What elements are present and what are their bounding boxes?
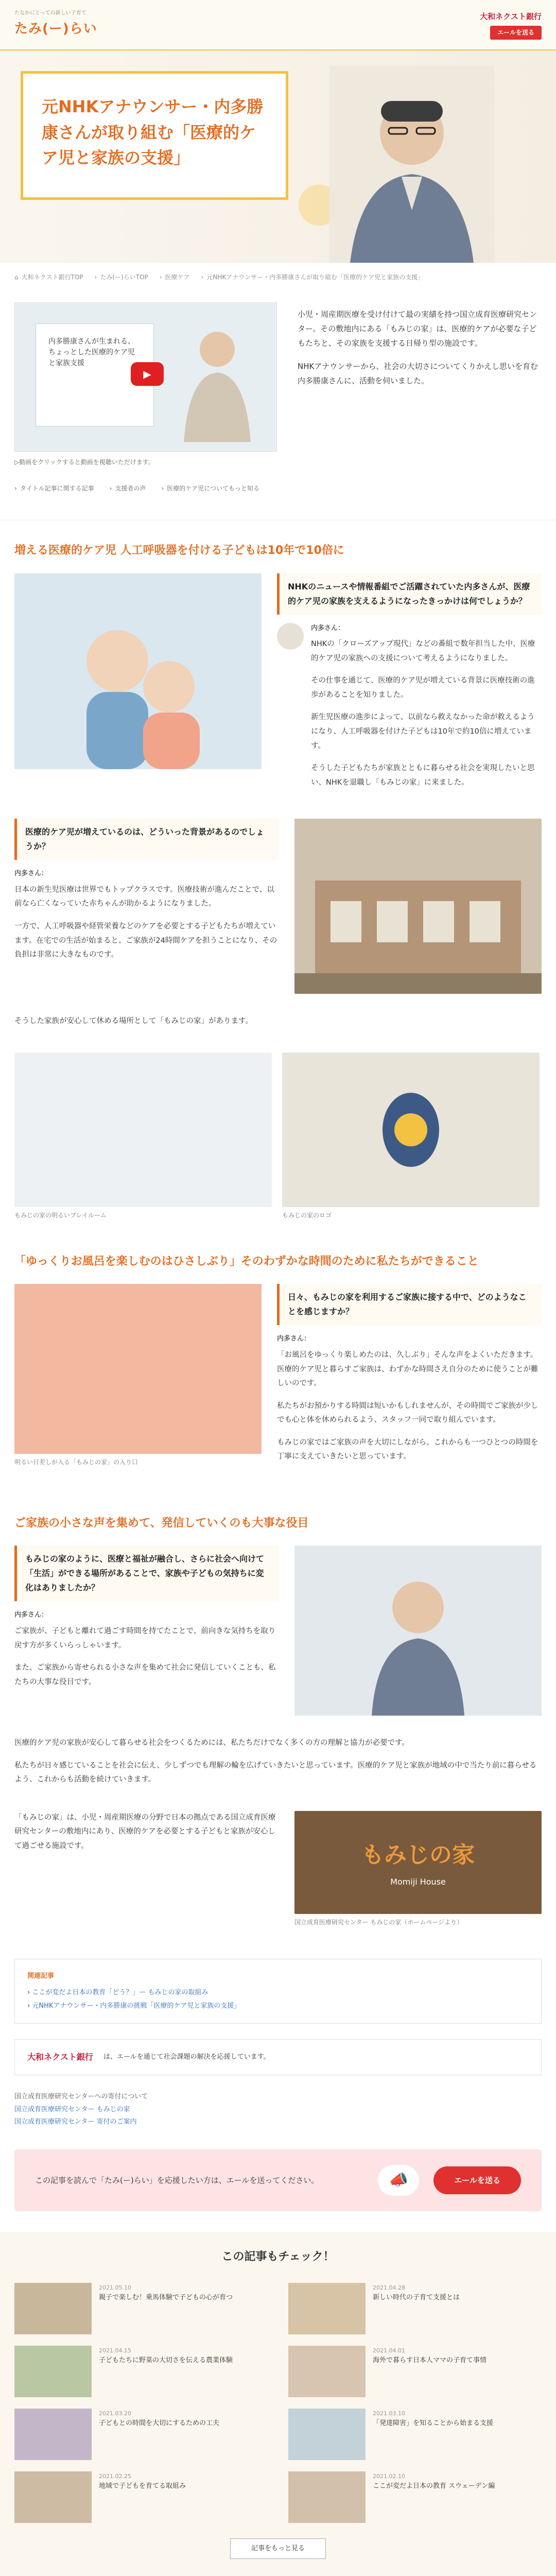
info-title: 関連記事 [27,1972,55,1980]
article-card[interactable] [288,2471,542,2523]
site-logo[interactable] [14,9,97,41]
building-illustration [294,819,542,994]
article-body [99,2471,186,2523]
answer-paragraph: 「お風呂をゆっくり楽しめたのは、久しぶり」そんな声をよくいただきます。医療的ケア児と暮らすご家族は、わずかな時間さえ自分のために使うことが難しいのです。 [277,1350,538,1388]
donation-title: 国立成育医療研究センターへの寄付について [14,2092,148,2100]
momiji-logo-text: もみじの家 [361,1842,475,1869]
logo-text: たみ(ー)らい [14,21,97,37]
article-card[interactable] [14,2346,268,2397]
sponsor-logo[interactable]: 大和ネクスト銀行 [480,12,542,22]
section-heading: ご家族の小さな声を集めて、発信していくのも大事な役目 [14,1516,309,1530]
related-link[interactable]: › タイトル記事に関する記事 [14,483,94,494]
speaker-body [311,623,542,799]
entrance-photo-wrap [14,1284,262,1472]
gallery-item [282,1053,540,1221]
mascot-icon [375,1089,447,1171]
question-box: もみじの家のように、医療と福祉が融合し、さらに社会へ向けて「生活」ができる場所があることで、家族や子どもの気持ちに変化はありましたか？ [14,1546,279,1601]
article-thumbnail [288,2471,366,2523]
article-title: 地域で子どもを育てる取組み [99,2482,186,2490]
article-date: 2021.03.10 [373,2410,405,2417]
header-yell-button[interactable]: エールを送る [490,26,542,40]
article-date: 2021.04.01 [373,2347,405,2354]
related-link[interactable]: › 支援者の声 [110,483,146,494]
articles-section [0,2232,556,2576]
portrait-illustration [294,1546,542,1716]
article-title: 「発達障害」を知ることから始まる支援 [373,2419,494,2427]
article-card[interactable] [288,2283,542,2334]
article-date: 2021.03.20 [99,2410,131,2417]
breadcrumb-item[interactable]: › たみ(ー)らいTOP [94,274,148,281]
children-illustration [14,573,262,769]
related-info-box [14,1959,542,2024]
info-link[interactable]: › 元NHKアナウンサー・内多勝康の挑戦「医療的ケア児と家族の支援」 [27,2002,241,2010]
article-card[interactable] [14,2471,268,2523]
article-card[interactable] [288,2346,542,2397]
photo-gallery [0,1053,556,1231]
qa-text-4 [14,1546,279,1716]
article-title: 新しい時代の子育て支援とは [373,2293,460,2301]
related-links [0,473,556,520]
more-articles-button[interactable]: 記事をもっと見る [230,2538,326,2560]
article-title: ここが変だよ日本の教育 スウェーデン編 [373,2482,495,2490]
yell-button[interactable]: エールを送る [433,2166,521,2194]
megaphone-icon: 📣 [378,2165,419,2196]
momiji-house-photo [294,1811,542,1914]
video-caption: ▷動画をクリックすると動画を視聴いただけます。 [14,459,154,466]
speaker [277,623,542,799]
video-block [14,302,277,468]
mission-block [0,1811,556,1948]
section4-wide [0,1736,556,1811]
article-thumbnail [14,2409,92,2460]
donation-note [0,2091,556,2139]
hero-portrait [329,66,494,263]
more-wrap [14,2538,542,2560]
building-photo [294,819,542,994]
article-thumbnail [288,2409,366,2460]
entrance-photo [14,1284,262,1454]
article-title: 子どもたちに野菜の大切さを伝える農業体験 [99,2356,233,2364]
speaker-name: 内多さん： [14,870,48,878]
article-body [99,2409,219,2460]
sponsor-bar-text: は、エールを通じて社会課題の解決を応援しています。 [103,2053,270,2061]
article-card[interactable] [14,2283,268,2334]
article-body [373,2283,460,2334]
section-heading: 「ゆっくりお風呂を楽しむのはひさしぶり」そのわずかな時間のために私たちができること [14,1255,479,1268]
article-body [99,2283,233,2334]
header-right [480,10,542,39]
question-box: NHKのニュースや情報番組でご活躍されていた内多さんが、医療的ケア児の家族を支えるようになったきっかけは何でしょうか？ [277,573,542,615]
video-portrait [179,318,256,442]
question-box: 医療的ケア児が増えているのは、どういった背景があるのでしょうか？ [14,819,279,860]
article-date: 2021.02.25 [99,2472,131,2480]
qa-block-2 [0,819,556,1014]
qa-block-1 [0,573,556,819]
qa-text-1 [277,573,542,799]
info-link-text[interactable]: 元NHKアナウンサー・内多勝康の挑戦「医療的ケア児と家族の支援」 [32,2002,241,2010]
mission-photo-wrap [294,1811,542,1928]
portrait-photo [294,1546,542,1716]
momiji-logo-sub: Momiji House [390,1877,446,1887]
speaker-name: 内多さん： [311,624,345,632]
children-photo [14,573,262,769]
article-date: 2021.05.10 [99,2284,131,2291]
breadcrumb [0,263,556,292]
hero [0,50,556,263]
answer-paragraph: また、ご家族から寄せられる小さな声を集めて社会に発信していくことも、私たちの大事な役目です。 [14,1664,276,1686]
article-body [99,2346,233,2397]
qa-block-4 [0,1546,556,1736]
section2-wide [0,1014,556,1053]
playroom-photo [14,1053,272,1207]
arrow-icon: › [161,485,164,492]
answer-paragraph: その仕事を通じて、医療的ケア児が増えている背景に医療技術の進歩があることを知りました。 [311,676,535,699]
play-icon[interactable]: ▶ [131,362,164,386]
intro [0,292,556,473]
articles-title: この記事もチェック！ [221,2250,335,2263]
info-link[interactable]: › ここが変だよ日本の教育「どう？」ー もみじの家の取組み [27,1988,208,1996]
article-thumbnail [14,2471,92,2523]
answer-paragraph: 私たちがお預かりする時間は短いかもしれませんが、その時間でご家族が少しでも心と体を休められるよう、スタッフ一同で取り組んでいます。 [277,1401,538,1425]
speaker-name: 内多さん： [14,1611,48,1619]
yell-box [14,2149,542,2211]
answer-paragraph: 私たちが日々感じていることを社会に伝え、少しずつでも理解の輪を広げていきたいと思っています。医療的ケア児と家族が地域の中で当たり前に暮らせるよう、これからも活動を続けていきます。 [14,1761,537,1784]
logo-tagline: たなかにとっての新しい子育て [14,10,86,16]
sponsor-bar-logo[interactable]: 大和ネクスト銀行 [27,2052,93,2062]
donation-link[interactable]: 国立成育医療研究センター 寄付のご案内 [14,2118,137,2126]
qa-block-3 [0,1284,556,1493]
video-board-title: 内多勝康さんが生まれる、ちょっとした医療的ケア児と家族支援 [48,337,135,367]
intro-paragraph: NHKアナウンサーから、社会の大切さについてくりかえし思いを育む内多勝康さんに、活動を伺いました。 [298,362,538,385]
answer-paragraph: 医療的ケア児の家族が安心して暮らせる社会をつくるためには、私たちだけでなく多くの方の理解と協力が必要です。 [14,1739,409,1748]
answer-paragraph: ご家族が、子どもと離れて過ごす時間を持てたことで、前向きな気持ちを取り戻す方が多くいらっしゃいます。 [14,1627,276,1650]
answer-paragraph: もみじの家ではご家族の声を大切にしながら、これからも一つひとつの時間を丁寧に支えていきたいと思っています。 [277,1438,538,1461]
section-heading: 増える医療的ケア児 人工呼吸器を付ける子どもは10年で10倍に [14,544,344,557]
mission-paragraph: 「もみじの家」は、小児・周産期医療の分野で日本の拠点である国立成育医療研究センターの敷地内にあり、医療的ケアを必要とする子どもと家族が安心して過ごせる施設です。 [14,1813,276,1851]
qa-text-3 [277,1284,542,1472]
donation-link[interactable]: 国立成育医療研究センター もみじの家 [14,2105,130,2113]
yell-text: この記事を読んで「たみ(ー)らい」を応援したい方は、エールを送ってください。 [35,2175,319,2185]
related-link[interactable]: › 医療的ケア児についてもっと知る [161,483,259,494]
photo-caption: 明るい日差しが入る「もみじの家」の入り口 [14,1459,138,1466]
article-date: 2021.04.15 [99,2347,131,2354]
breadcrumb-item: › 元NHKアナウンサー・内多勝康さんが取り組む「医療的ケア児と家族の支援」 [201,274,424,281]
article-thumbnail [14,2346,92,2397]
article-card[interactable] [288,2409,542,2460]
article-thumbnail [288,2283,366,2334]
page-title: 元NHKアナウンサー・内多勝康さんが取り組む「医療的ケア児と家族の支援」 [42,97,264,168]
gallery-caption: もみじの家の明るいプレイルーム [14,1211,107,1219]
video-player[interactable] [14,302,277,452]
article-title: 子どもとの時間を大切にするための工夫 [99,2419,220,2427]
arrow-icon: › [109,485,112,492]
article-thumbnail [14,2283,92,2334]
answer-paragraph: 一方で、人工呼吸器や経管栄養などのケアを必要とする子どもたちが増えています。在宅での生活が始まると、ご家族が24時間ケアを担うことになり、その負担は非常に大きなものです。 [14,922,277,959]
article-card[interactable] [14,2409,268,2460]
article-body [373,2471,495,2523]
logo-photo [282,1053,540,1207]
speaker-name: 内多さん： [277,1335,311,1343]
articles-grid [14,2283,542,2523]
mission-text [14,1811,279,1928]
article-body [373,2346,486,2397]
question-box: 日々、もみじの家を利用するご家族に接する中で、どのようなことを感じますか？ [277,1284,542,1325]
article-date: 2021.02.10 [373,2472,405,2480]
article-date: 2021.04.28 [373,2284,405,2291]
sponsor-bar [14,2039,542,2075]
answer-paragraph: 新生児医療の進歩によって、以前なら救えなかった命が救えるようになり、人工呼吸器を付けた子どもは10年で約10倍に増えています。 [311,713,535,750]
article-title: 海外で暮らす日本人ママの子育て事情 [373,2356,487,2364]
answer-paragraph: そうした子どもたちが家族とともに暮らせる社会を実現したいと思い、NHKを退職し「もみじの家」に来ました。 [311,764,535,787]
speaker-avatar [277,623,304,650]
breadcrumb-item[interactable]: › 医療ケア [159,274,190,281]
answer-paragraph: NHKの「クローズアップ現代」などの番組で数年担当した中、医療的ケア児の家族への支援について考えるようになりました。 [311,640,535,663]
arrow-icon: › [14,485,17,492]
gallery-item [14,1053,272,1221]
site-header [0,0,556,50]
intro-text [298,302,542,468]
article-thumbnail [288,2346,366,2397]
answer-paragraph: 日本の新生児医療は世界でもトップクラスです。医療技術が進んだことで、以前なら亡くなっていた赤ちゃんが助かるようになりました。 [14,885,274,908]
breadcrumb-item[interactable]: ⌂ 大和ネクスト銀行TOP [14,272,83,283]
article-title: 親子で楽しむ！乗馬体験で子どもの心が育つ [99,2293,233,2301]
gallery-caption: もみじの家のロゴ [282,1211,332,1219]
answer-paragraph: そうした家族が安心して休める場所として「もみじの家」があります。 [14,1017,253,1026]
intro-paragraph: 小児・周産期医療を受け付けて最の実績を持つ国立成育医療研究センター。その敷地内にある「もみじの家」は、医療的ケアが必要な子どもたちと、その家族を支援する日帰り型の施設です。 [298,310,537,348]
info-link-text[interactable]: ここが変だよ日本の教育「どう？」ー もみじの家の取組み [32,1988,208,1996]
article-body [373,2409,493,2460]
qa-text-2 [14,819,279,994]
photo-caption: 国立成育医療研究センター もみじの家（ホームページより） [294,1918,463,1926]
hero-card [21,71,288,200]
home-icon: ⌂ [14,274,19,281]
